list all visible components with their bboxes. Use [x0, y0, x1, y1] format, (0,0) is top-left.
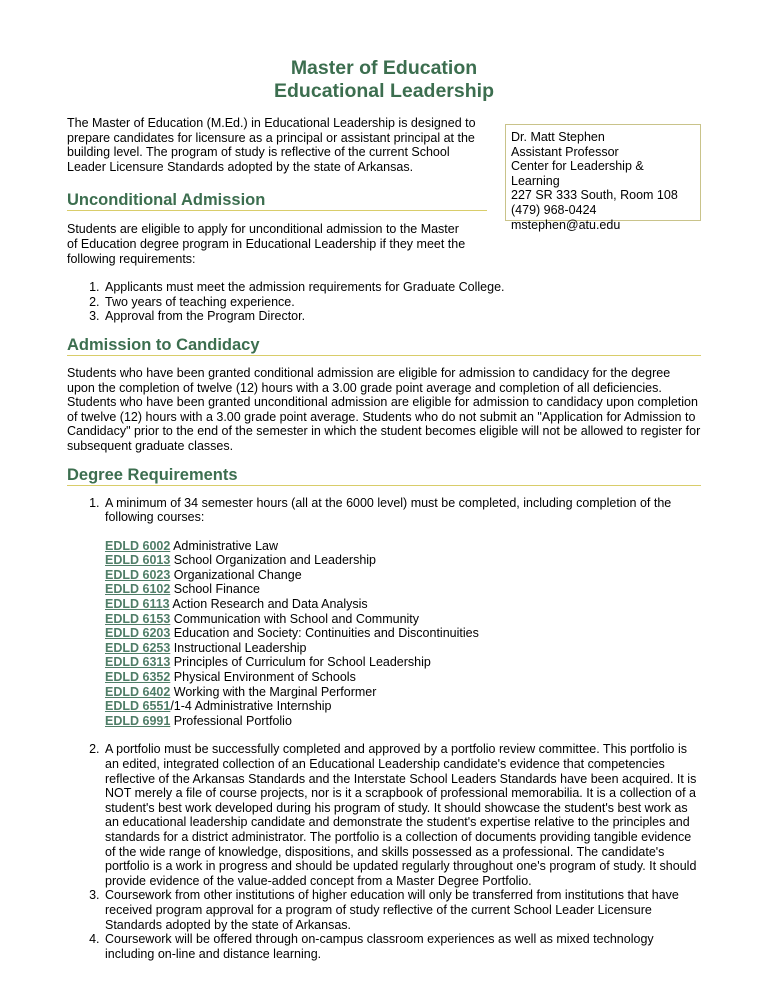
course-title: Principles of Curriculum for School Leadership: [170, 655, 431, 670]
course-item: [105, 641, 701, 656]
course-code-link[interactable]: EDLD 6991: [105, 713, 171, 728]
contact-phone: (479) 968-0424: [511, 202, 597, 217]
course-code-link[interactable]: EDLD 6023: [105, 567, 171, 582]
contact-box: [505, 124, 701, 232]
course-title: Instructional Leadership: [170, 640, 307, 655]
course-title: Administrative Law: [170, 538, 278, 553]
list-item: 4. Coursework will be offered through on-campus classroom experiences as well as mixed technology including on-line and distance learning.: [103, 932, 701, 961]
heading-unconditional-admission: Unconditional Admission: [67, 191, 266, 210]
course-title: School Organization and Leadership: [170, 553, 377, 568]
contact-name: Dr. Matt Stephen: [511, 130, 605, 144]
course-item: [105, 553, 701, 568]
page-title: [67, 0, 701, 103]
intro-paragraph: The Master of Education (M.Ed.) in Educational Leadership is designed to prepare candidates for licensure as a principal or assistant principal at the building level. The program of study is reflective of the current School Leader Licensure Standards adopted by the state of Arkansas.: [67, 116, 476, 174]
course-title: Action Research and Data Analysis: [169, 597, 368, 612]
list-item: [103, 496, 701, 729]
contact-position: Assistant Professor: [511, 144, 619, 159]
list-item: 2. Two years of teaching experience.: [103, 295, 701, 310]
course-title: Education and Society: Continuities and Discontinuities: [170, 626, 479, 641]
list-item: 3. Approval from the Program Director.: [103, 309, 701, 324]
title-line-1: Master of Education: [290, 57, 478, 79]
course-item: [105, 699, 701, 714]
course-title: Professional Portfolio: [170, 713, 292, 728]
section-rule: [67, 485, 701, 486]
course-code-link[interactable]: EDLD 6013: [105, 553, 171, 568]
unconditional-requirements-list: [67, 280, 701, 324]
heading-admission-to-candidacy: Admission to Candidacy: [67, 335, 260, 354]
course-code-link[interactable]: EDLD 6203: [105, 626, 171, 641]
course-item: [105, 612, 701, 627]
course-code-link[interactable]: EDLD 6002: [105, 538, 171, 553]
course-code-link[interactable]: EDLD 6102: [105, 582, 171, 597]
course-title: School Finance: [170, 582, 260, 597]
list-item: 2. A portfolio must be successfully completed and approved by a portfolio review committee. This portfolio is an edited, integrated collection of an Educational Leadership candidate's evidence that competencies reflective of the Arkansas Standards and the Interstate School Leaders Standards have been acquired. It is NOT merely a file of course projects, nor is it a scrapbook of professional memorabilia. It is a collection of a student's best work developed during his program of study. It should showcase the student's best work as an educational leadership candidate and demonstrate the student's expertise relative to the principles and standards for a district administrator. The portfolio is a collection of documents providing tangible evidence of the wide range of knowledge, dispositions, and skills possessed as a professional. The candidate's portfolio is a work in progress and should be updated regularly throughout one's program of study. It should provide evidence of the value-added concept from a Master Degree Portfolio.: [103, 742, 701, 888]
course-code-link[interactable]: EDLD 6313: [105, 655, 171, 670]
requirement-1-text: A minimum of 34 semester hours (all at the 6000 level) must be completed, including completion of the following courses:: [105, 495, 672, 525]
course-title: /1-4 Administrative Internship: [170, 699, 332, 714]
course-code-link[interactable]: EDLD 6551: [105, 699, 171, 714]
contact-email: mstephen@atu.edu: [511, 217, 621, 232]
course-title: Physical Environment of Schools: [170, 670, 356, 685]
course-code-link[interactable]: EDLD 6402: [105, 684, 171, 699]
contact-department: Center for Leadership & Learning: [511, 159, 644, 188]
course-title: Organizational Change: [170, 567, 302, 582]
course-title: Communication with School and Community: [170, 611, 420, 626]
course-item: [105, 655, 701, 670]
heading-degree-requirements: Degree Requirements: [67, 465, 238, 484]
list-item: 1. Applicants must meet the admission requirements for Graduate College.: [103, 280, 701, 295]
course-list: [105, 539, 701, 729]
course-title: Working with the Marginal Performer: [170, 684, 377, 699]
course-code-link[interactable]: EDLD 6352: [105, 670, 171, 685]
course-code-link[interactable]: EDLD 6153: [105, 611, 171, 626]
candidacy-text: Students who have been granted conditional admission are eligible for admission to candidacy for the degree upon the completion of twelve (12) hours with a 3.00 grade point average and completion of all deficiencies. Students who have been granted unconditional admission are eligible for admission to candidacy upon completion of twelve (12) hours with a 3.00 grade point average. Students who do not submit an "Application for Admission to Candidacy" prior to the end of the semester in which the student becomes eligible will not be allowed to register for subsequent graduate classes.: [67, 365, 701, 453]
course-code-link[interactable]: EDLD 6253: [105, 640, 171, 655]
section-rule: [67, 210, 487, 211]
section-rule: [67, 355, 701, 356]
course-item: [105, 539, 701, 554]
contact-address: 227 SR 333 South, Room 108: [511, 188, 678, 203]
document-page: [67, 0, 701, 961]
course-code-link[interactable]: EDLD 6113: [105, 597, 170, 612]
course-item: [105, 685, 701, 700]
course-item: [105, 597, 701, 612]
unconditional-text: Students are eligible to apply for unconditional admission to the Master of Education degree program in Educational Leadership if they meet the following requirements:: [67, 222, 466, 266]
intro-section: [67, 116, 701, 232]
degree-requirements-list: [67, 496, 701, 962]
course-item: [105, 626, 701, 641]
course-item: [105, 670, 701, 685]
course-item: [105, 582, 701, 597]
course-item: [105, 568, 701, 583]
list-item: 3. Coursework from other institutions of higher education will only be transferred from institutions that have received program approval for a program of study reflective of the current School Leader Licensure Standards adopted by the state of Arkansas.: [103, 888, 701, 932]
title-line-2: Educational Leadership: [274, 80, 494, 102]
course-item: [105, 714, 701, 729]
